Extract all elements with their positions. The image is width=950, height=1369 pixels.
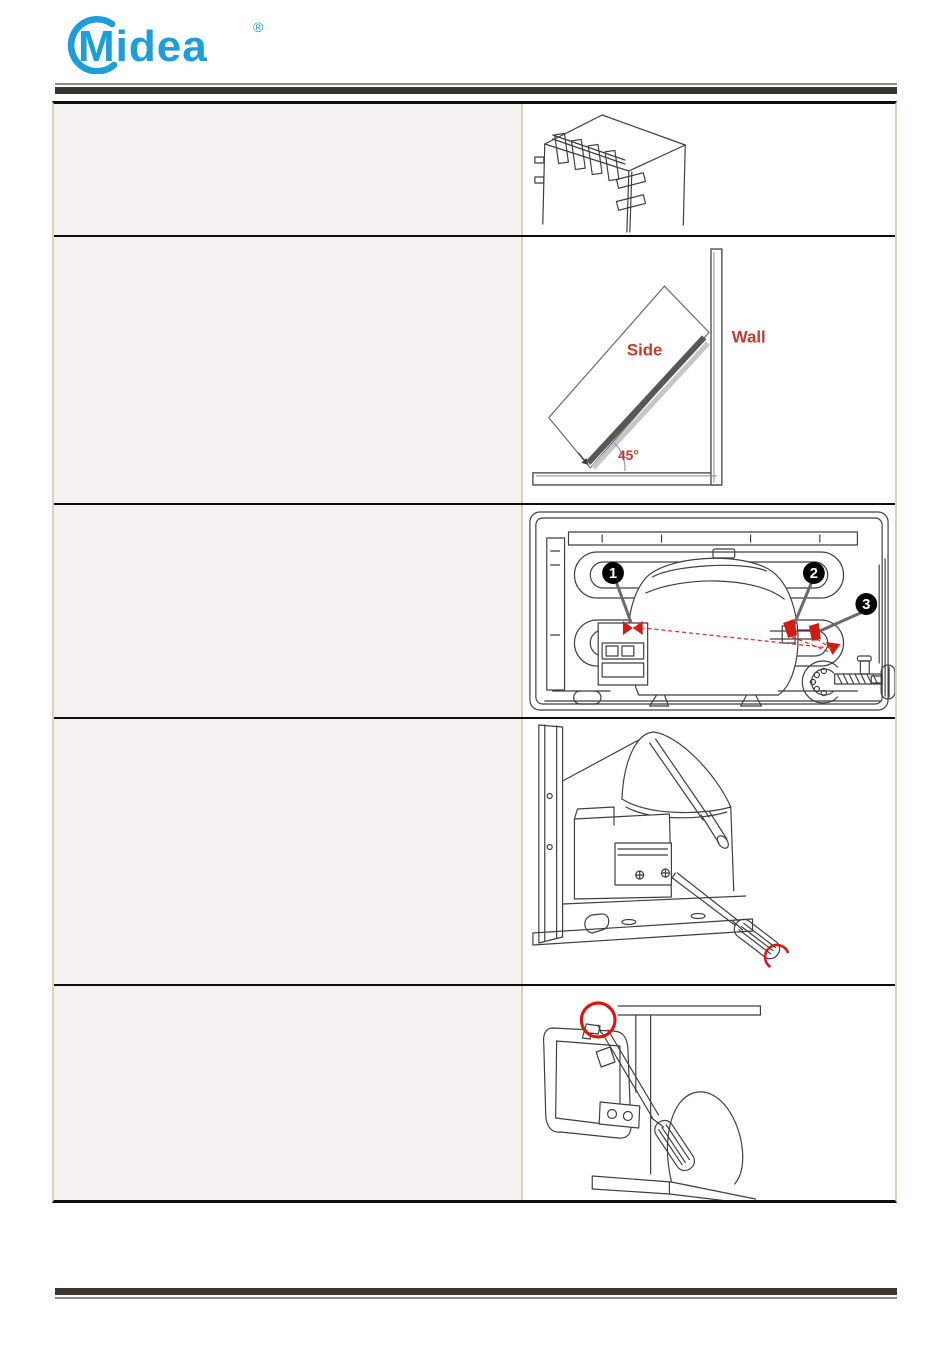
badge-3: 3	[862, 595, 871, 614]
header-divider-thin-line	[55, 83, 897, 85]
tube-cut-points-illustration	[523, 505, 895, 717]
footer-divider-thick-line	[55, 1288, 897, 1295]
instruction-text-cell	[54, 986, 523, 1200]
tilt-45-diagram	[523, 237, 895, 503]
badge-1: 1	[608, 564, 618, 583]
illustration-cell	[523, 104, 895, 235]
logo-wordmark: Midea	[78, 22, 208, 71]
table-row	[54, 717, 895, 984]
footer-divider	[55, 1288, 897, 1301]
midea-logo-graphic	[60, 12, 275, 74]
side-label: Side	[626, 340, 663, 360]
footer-divider-thin-line	[55, 1297, 897, 1299]
instruction-text-cell	[54, 505, 523, 717]
table-row	[54, 104, 895, 235]
clip-pry-illustration	[523, 986, 895, 1200]
table-row	[54, 984, 895, 1200]
cabinet-side-panel	[549, 286, 709, 468]
wall-shape	[711, 249, 722, 485]
registered-mark: ®	[253, 19, 264, 35]
floor-shape	[533, 473, 721, 485]
cabinet-clips-illustration	[523, 104, 895, 235]
compressor-body	[628, 558, 798, 695]
midea-logo	[60, 12, 275, 72]
header-divider	[55, 83, 897, 97]
header-divider-thick-line	[55, 87, 897, 94]
instruction-text-cell	[54, 104, 523, 235]
badge-2: 2	[809, 564, 818, 583]
table-row	[54, 235, 895, 503]
screwdriver	[671, 873, 783, 962]
instruction-text-cell	[54, 719, 523, 984]
instruction-text-cell	[54, 237, 523, 503]
tube-cutter-tool	[802, 656, 895, 703]
wall-label: Wall	[731, 327, 766, 347]
illustration-cell	[523, 237, 895, 503]
illustration-cell	[523, 505, 895, 717]
illustration-cell	[523, 719, 895, 984]
instruction-table	[52, 101, 897, 1203]
table-row	[54, 503, 895, 717]
compressor-dome	[668, 1092, 743, 1184]
illustration-cell	[523, 986, 895, 1200]
angle-label: 45°	[617, 446, 639, 463]
terminal-cover-removal-illustration	[523, 719, 895, 984]
